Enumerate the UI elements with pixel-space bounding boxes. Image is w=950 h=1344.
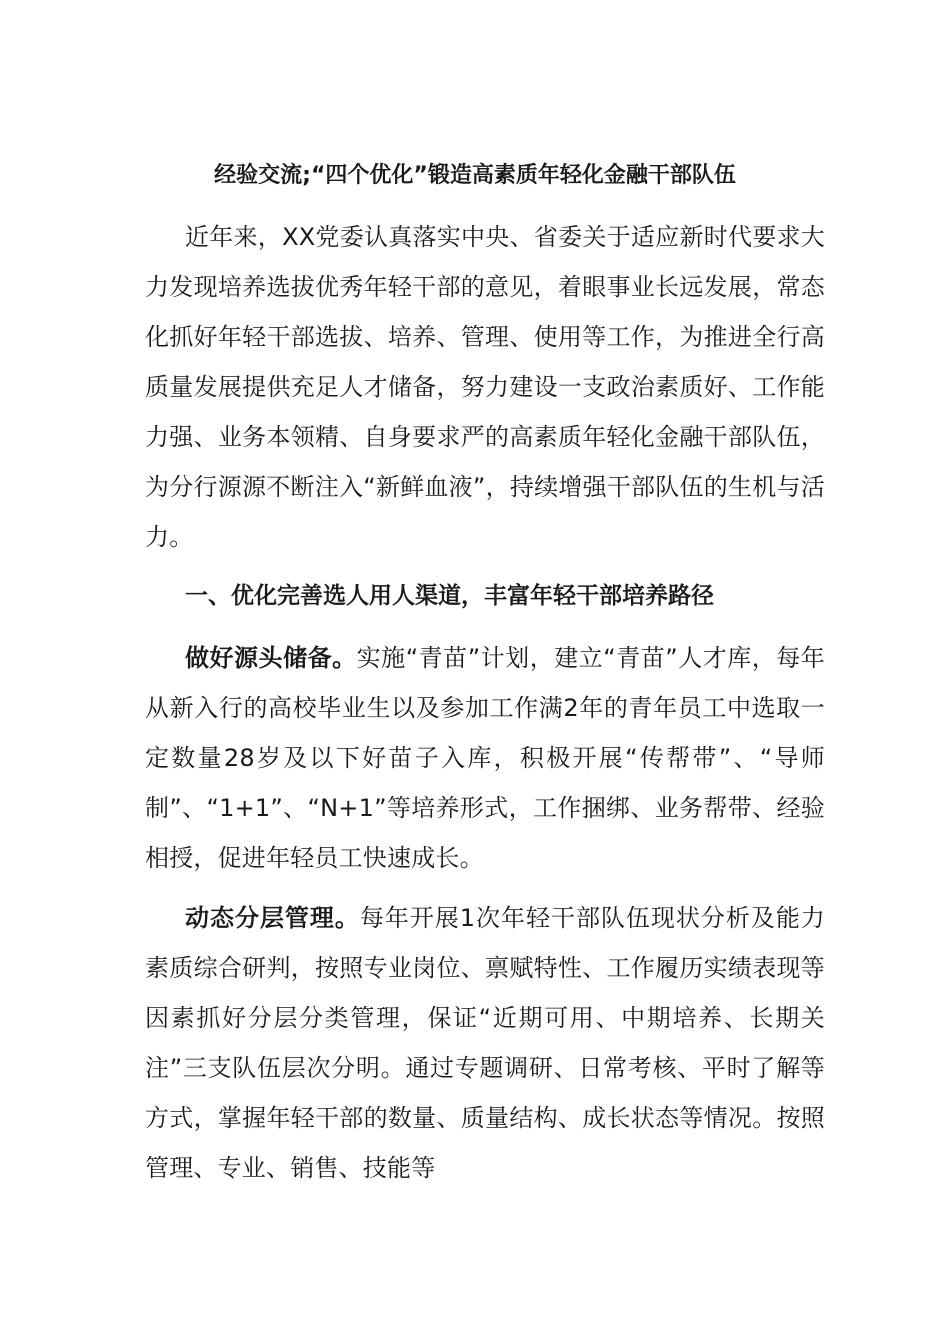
paragraph-lead-text: 做好源头储备。 <box>185 644 357 672</box>
section-heading-1: 一、优化完善选人用人渠道，丰富年轻干部培养路径 <box>185 583 714 609</box>
section1-paragraph-1 <box>145 633 825 883</box>
paragraph-body-text: 每年开展1次年轻干部队伍现状分析及能力素质综合研判，按照专业岗位、禀赋特性、工作履历实绩表现等因素抓好分层分类管理，保证“近期可用、中期培养、长期关注”三支队伍层次分明。通过专题调研、日常考核、平时了解等方式，掌握年轻干部的数量、质量结构、成长状态等情况。按照管理、专业、销售、技能等 <box>145 904 825 1182</box>
paragraph-body-text: 实施“青苗”计划，建立“青苗”人才库，每年从新入行的高校毕业生以及参加工作满2年的青年员工中选取一定数量28岁及以下好苗子入库，积极开展“传帮带”、“导师制”、“1+1”、“N+1”等培养形式，工作捆绑、业务帮带、经验相授，促进年轻员工快速成长。 <box>145 644 826 872</box>
document-title: 经验交流;“四个优化”锻造高素质年轻化金融干部队伍 <box>214 163 736 188</box>
intro-paragraph: 近年来，XX党委认真落实中央、省委关于适应新时代要求大力发现培养选拔优秀年轻干部的意见，着眼事业长远发展，常态化抓好年轻干部选拔、培养、管理、使用等工作，为推进全行高质量发展提供充足人才储备，努力建设一支政治素质好、工作能力强、业务本领精、自身要求严的高素质年轻化金融干部队伍，为分行源源不断注入“新鲜血液”，持续增强干部队伍的生机与活力。 <box>145 223 825 551</box>
paragraph-lead-text: 动态分层管理。 <box>185 904 360 932</box>
section1-paragraph-2 <box>145 893 825 1193</box>
